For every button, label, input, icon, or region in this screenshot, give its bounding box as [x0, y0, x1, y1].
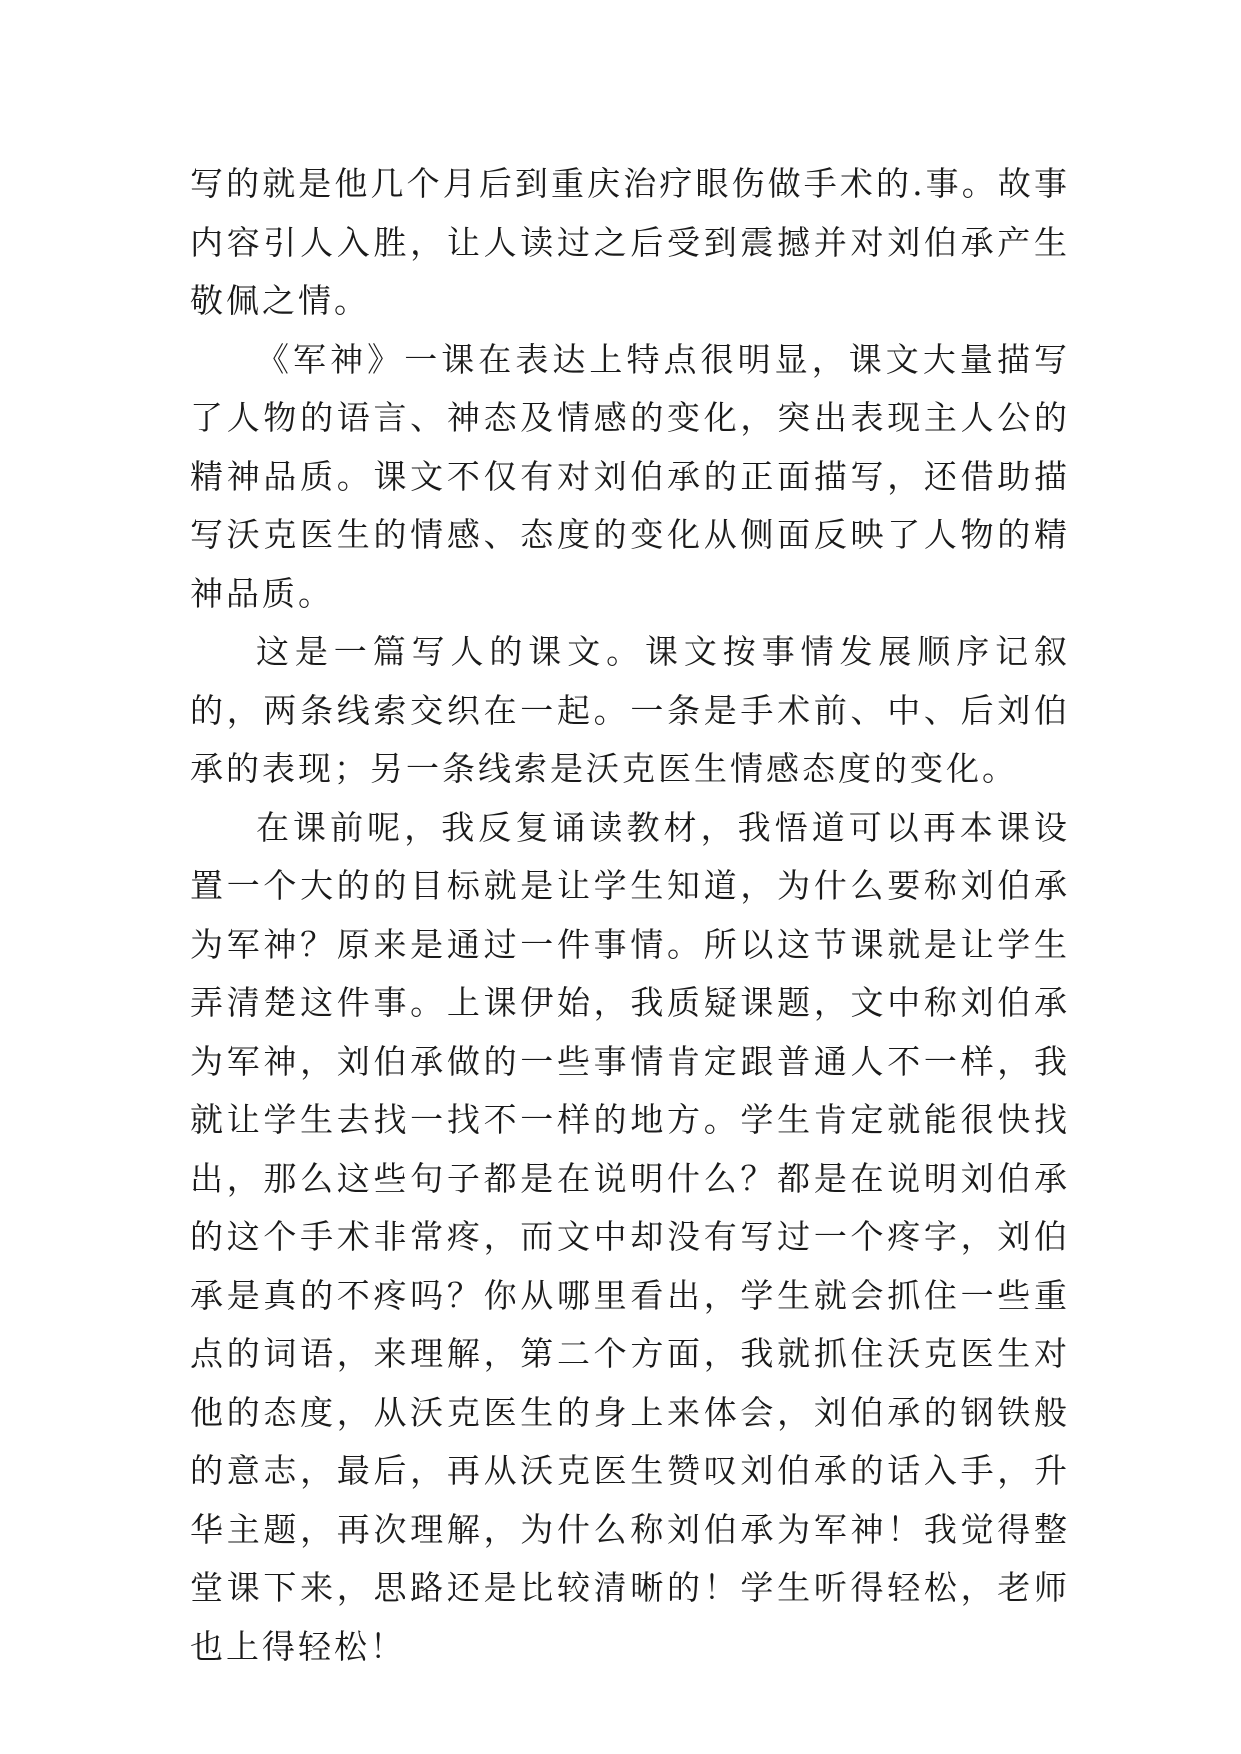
paragraph-4: 在课前呢，我反复诵读教材，我悟道可以再本课设置一个大的的目标就是让学生知道，为什么要称刘伯承为军神？原来是通过一件事情。所以这节课就是让学生弄清楚这件事。上课伊始，我质疑课题，文中称刘伯承为军神，刘伯承做的一些事情肯定跟普通人不一样，我就让学生去找一找不一样的地方。学生肯定就能很快找出，那么这些句子都是在说明什么？都是在说明刘伯承的这个手术非常疼，而文中却没有写过一个疼字，刘伯承是真的不疼吗？你从哪里看出，学生就会抓住一些重点的词语，来理解，第二个方面，我就抓住沃克医生对他的态度，从沃克医生的身上来体会，刘伯承的钢铁般的意志，最后，再从沃克医生赞叹刘伯承的话入手，升华主题，再次理解，为什么称刘伯承为军神！我觉得整堂课下来，思路还是比较清晰的！学生听得轻松，老师也上得轻松！	[190, 807, 1070, 1666]
paragraph-3: 这是一篇写人的课文。课文按事情发展顺序记叙的，两条线索交织在一起。一条是手术前、中、后刘伯承的表现；另一条线索是沃克医生情感态度的变化。	[190, 632, 1070, 788]
paragraph-1: 写的就是他几个月后到重庆治疗眼伤做手术的.事。故事内容引人入胜，让人读过之后受到震撼并对刘伯承产生敬佩之情。	[190, 164, 1070, 320]
body-text	[190, 155, 1070, 1676]
paragraph-2: 《军神》一课在表达上特点很明显，课文大量描写了人物的语言、神态及情感的变化，突出表现主人公的精神品质。课文不仅有对刘伯承的正面描写，还借助描写沃克医生的情感、态度的变化从侧面反映了人物的精神品质。	[190, 339, 1070, 613]
